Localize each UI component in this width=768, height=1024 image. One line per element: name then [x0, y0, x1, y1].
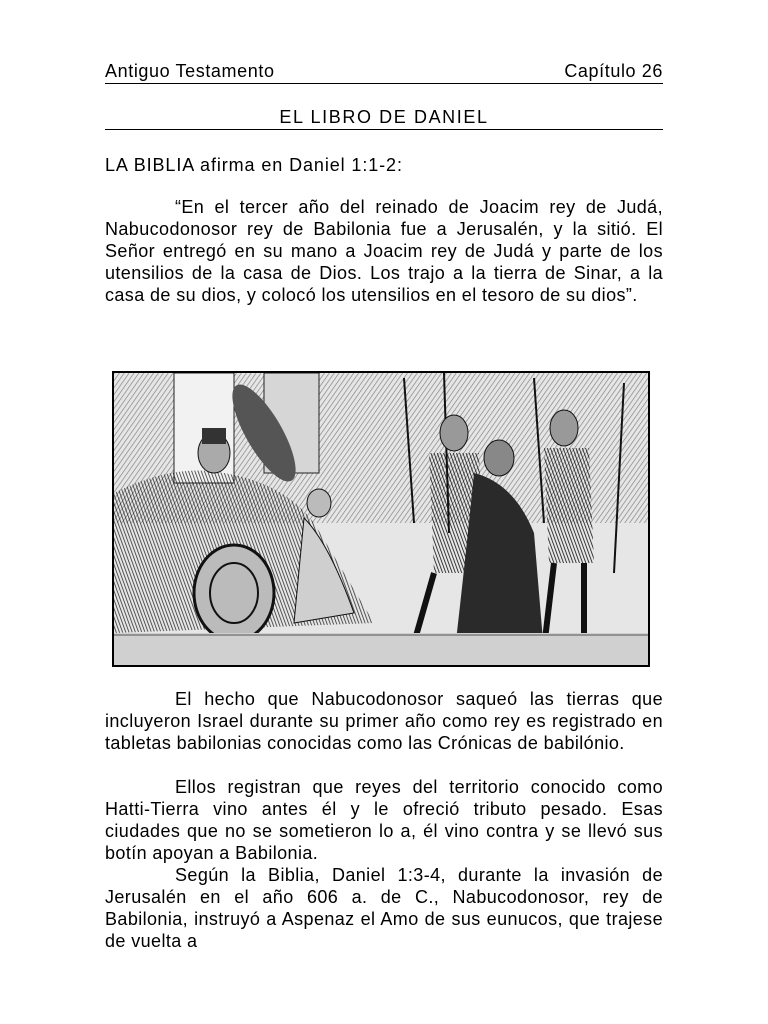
paragraph-2: Ellos registran que reyes del territorio conocido como Hatti-Tierra vino antes él y le ofreció tributo pesado. Esas ciudades que no se sometieron lo a, él vino contra y se llevó sus botín apoyan a Babilonia. [105, 777, 663, 863]
scripture-quote: “En el tercer año del reinado de Joacim rey de Judá, Nabucodonosor rey de Babilonia fue a Jerusalén, y la sitió. El Señor entregó en su mano a Joacim rey de Judá y parte de los utensilios de la casa de Dios. Los trajo a la tierra de Sinar, a la casa de su dios, y colocó los utensilios en el tesoro de su dios”. [105, 197, 663, 305]
engraving-illustration [112, 371, 650, 667]
header-book-name: Antiguo Testamento [105, 61, 275, 81]
paragraph-1: El hecho que Nabucodonosor saqueó las tierras que incluyeron Israel durante su primer año como rey es registrado en tabletas babilonias conocidas como las Crónicas de babilónio. [105, 689, 663, 753]
book-title: EL LIBRO DE DANIEL [105, 106, 663, 130]
header-chapter: Capítulo 26 [564, 61, 663, 81]
illustration-drawing [114, 373, 648, 665]
paragraph-3: Según la Biblia, Daniel 1:3-4, durante la invasión de Jerusalén en el año 606 a. de C., Nabucodonosor, rey de Babilonia, instruyó a Aspenaz el Amo de sus eunucos, que trajese de vuelta a [105, 865, 663, 951]
intro-paragraph: LA BIBLIA afirma en Daniel 1:1-2: [105, 155, 403, 175]
running-header [105, 60, 663, 84]
